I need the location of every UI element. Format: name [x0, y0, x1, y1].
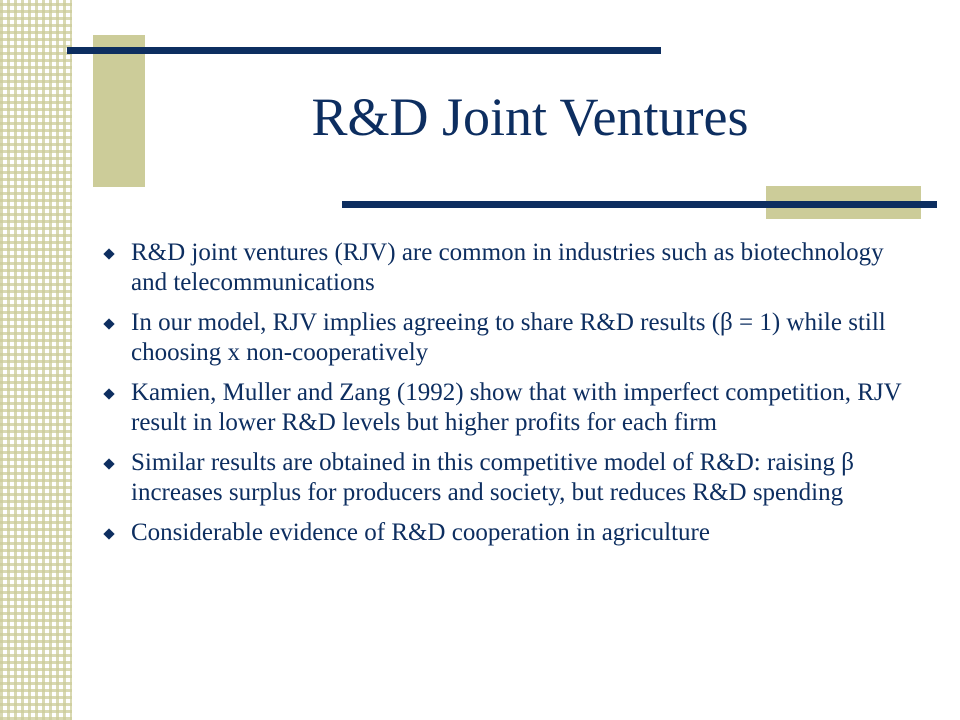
bullet-text: In our model, RJV implies agreeing to share R&D results (β = 1) while still choosing x non-cooperatively — [131, 309, 886, 366]
slide-title: R&D Joint Ventures — [311, 87, 749, 147]
diamond-bullet-icon — [103, 528, 114, 539]
diamond-bullet-icon — [103, 458, 114, 469]
bullet-text: Similar results are obtained in this competitive model of R&D: raising β increases surplus for producers and society, but reduces R&D spending — [131, 449, 855, 506]
decorative-line-top — [67, 47, 661, 54]
diamond-bullet-icon — [103, 388, 114, 399]
bullet-text: Kamien, Muller and Zang (1992) show that with imperfect competition, RJV result in lower R&D levels but higher profits for each firm — [131, 379, 902, 436]
diamond-bullet-icon — [103, 318, 114, 329]
bullet-list — [101, 238, 913, 558]
bullet-item — [101, 448, 913, 508]
bullet-text: R&D joint ventures (RJV) are common in industries such as biotechnology and telecommunications — [131, 239, 884, 296]
decorative-line-bottom — [342, 201, 937, 208]
bullet-text: Considerable evidence of R&D cooperation in agriculture — [131, 519, 710, 546]
bullet-item — [101, 518, 913, 548]
diamond-bullet-icon — [103, 248, 114, 259]
left-striped-border — [0, 0, 72, 720]
decorative-olive-block-top — [93, 35, 145, 187]
bullet-item — [101, 238, 913, 298]
bullet-item — [101, 378, 913, 438]
bullet-item — [101, 308, 913, 368]
